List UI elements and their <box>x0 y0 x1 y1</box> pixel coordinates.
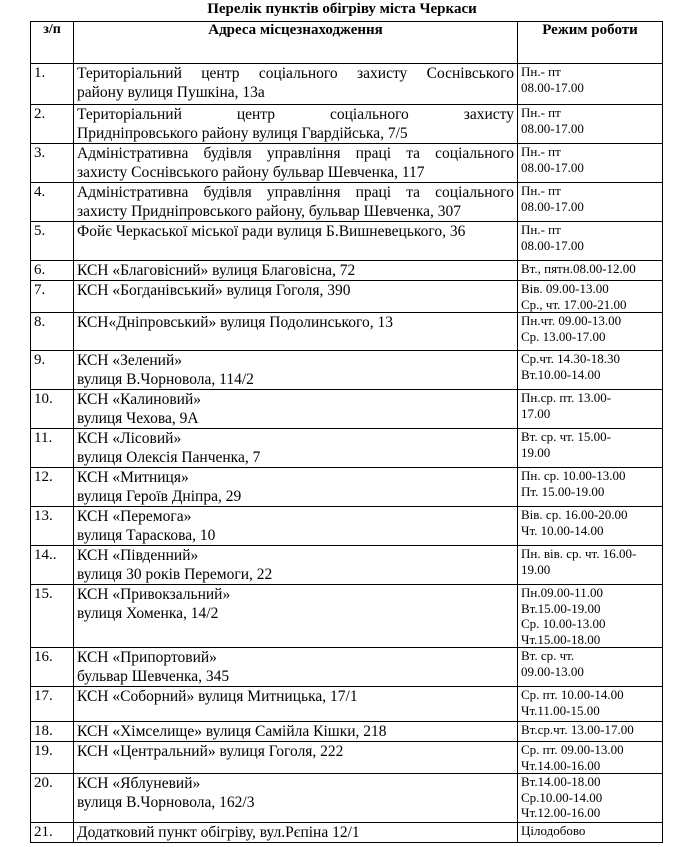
address-line: бульвар Шевченка, 345 <box>77 668 230 685</box>
schedule-cell <box>518 687 663 722</box>
schedule-line: Вт., пятн.08.00-12.00 <box>521 261 636 276</box>
row-number-cell: 5. <box>31 222 74 261</box>
schedule-line: Пн.- пт <box>521 183 561 198</box>
schedule-cell <box>518 546 663 585</box>
address-line: КСН «Привокзальний» <box>77 586 231 603</box>
address-line: вулиця Тараскова, 10 <box>77 527 216 544</box>
schedule-cell <box>518 183 663 222</box>
row-number-cell: 21. <box>31 823 74 843</box>
row-number-cell: 16. <box>31 648 74 687</box>
table-row <box>31 390 663 429</box>
row-number-cell: 11. <box>31 429 74 468</box>
schedule-cell <box>518 774 663 823</box>
row-number-cell: 17. <box>31 687 74 722</box>
address-cell <box>74 64 518 105</box>
schedule-cell <box>518 313 663 351</box>
table-row <box>31 64 663 105</box>
table-row <box>31 546 663 585</box>
address-cell <box>74 351 518 390</box>
row-number-cell: 2. <box>31 105 74 144</box>
address-cell <box>74 390 518 429</box>
address-line: КСН «Митниця» <box>77 469 189 486</box>
schedule-line: Вів. ср. 16.00-20.00 <box>521 507 628 522</box>
schedule-line: Чт.15.00-18.00 <box>521 631 601 647</box>
schedule-line: Пн.- пт <box>521 222 561 237</box>
schedule-line: Ср.чт. 14.30-18.30 <box>521 351 620 366</box>
row-number-cell: 18. <box>31 722 74 742</box>
schedule-line: Чт.12.00-16.00 <box>521 805 601 820</box>
schedule-cell <box>518 648 663 687</box>
address-line: вулиця Чехова, 9А <box>77 410 199 427</box>
column-header-address: Адреса місцезнаходження <box>74 22 518 64</box>
row-number-cell: 20. <box>31 774 74 823</box>
schedule-line: Ср. 13.00-17.00 <box>521 328 606 344</box>
schedule-line: Ср., чт. 17.00-21.00 <box>521 296 627 312</box>
row-number-cell: 19. <box>31 742 74 774</box>
address-cell <box>74 281 518 313</box>
schedule-line: Чт.14.00-16.00 <box>521 757 601 773</box>
heating-points-table <box>30 21 663 843</box>
schedule-cell <box>518 64 663 105</box>
address-cell <box>74 222 518 261</box>
schedule-line: Цілодобово <box>521 823 586 838</box>
schedule-line: Вт.ср.чт. 13.00-17.00 <box>521 722 634 737</box>
address-cell <box>74 144 518 183</box>
table-row <box>31 261 663 281</box>
row-number-cell: 3. <box>31 144 74 183</box>
schedule-line: Вт.15.00-19.00 <box>521 600 601 616</box>
address-line: КСН «Хімселище» вулиця Самійла Кішки, 218 <box>77 723 387 740</box>
address-line: КСН «Перемога» <box>77 508 192 525</box>
schedule-line: Пн. вів. ср. чт. 16.00- <box>521 546 637 561</box>
table-row <box>31 468 663 507</box>
row-number-cell: 15. <box>31 585 74 648</box>
schedule-line: 09.00-13.00 <box>521 663 584 679</box>
address-line: вулиця Олексія Панченка, 7 <box>77 449 261 466</box>
schedule-cell <box>518 823 663 843</box>
address-line: Територіальний центр соціального захисту Соснівського <box>77 65 514 82</box>
address-line: Придніпровського району вулиця Гвардійська, 7/5 <box>77 125 408 142</box>
schedule-line: 19.00 <box>521 444 551 460</box>
schedule-line: Ср. 10.00-13.00 <box>521 616 606 631</box>
address-line: Територіальний центр соціального захисту <box>77 106 514 123</box>
address-line: захисту Соснівського району бульвар Шевченка, 117 <box>77 164 425 181</box>
schedule-cell <box>518 222 663 261</box>
schedule-line: 17.00 <box>521 405 551 421</box>
address-line: району вулиця Пушкіна, 13а <box>77 84 265 101</box>
address-cell <box>74 687 518 722</box>
address-cell <box>74 468 518 507</box>
schedule-cell <box>518 585 663 648</box>
address-line: вулиця В.Чорновола, 114/2 <box>77 371 254 388</box>
table-row <box>31 507 663 546</box>
row-number-cell: 12. <box>31 468 74 507</box>
table-row <box>31 742 663 774</box>
schedule-line: Ср.10.00-14.00 <box>521 789 603 805</box>
address-line: КСН «Калиновий» <box>77 391 201 408</box>
table-row <box>31 351 663 390</box>
address-line: Адміністративна будівля управління праці та соціального <box>77 184 514 201</box>
schedule-line: Пн.ср. пт. 13.00- <box>521 390 612 405</box>
schedule-line: Вт.14.00-18.00 <box>521 774 601 789</box>
table-row <box>31 429 663 468</box>
address-line: Додатковий пункт обігріву, вул.Рєпіна 12/1 <box>77 824 360 841</box>
address-cell <box>74 183 518 222</box>
schedule-line: Ср. пт. 10.00-14.00 <box>521 687 624 702</box>
schedule-line: Пт. 15.00-19.00 <box>521 483 605 499</box>
table-row <box>31 222 663 261</box>
row-number-cell: 7. <box>31 281 74 313</box>
schedule-cell <box>518 261 663 281</box>
table-row <box>31 585 663 648</box>
address-cell <box>74 507 518 546</box>
address-cell <box>74 722 518 742</box>
schedule-line: Вт. ср. чт. <box>521 648 575 663</box>
row-number-cell: 9. <box>31 351 74 390</box>
address-line: КСН«Дніпровський» вулиця Подолинського, 13 <box>77 314 393 331</box>
row-number-cell: 6. <box>31 261 74 281</box>
schedule-cell <box>518 351 663 390</box>
address-line: вулиця В.Чорновола, 162/3 <box>77 794 255 811</box>
address-line: Фойє Черкаської міської ради вулиця Б.Вишневецького, 36 <box>77 223 466 240</box>
schedule-line: Вт.10.00-14.00 <box>521 366 601 382</box>
schedule-cell <box>518 722 663 742</box>
schedule-line: 08.00-17.00 <box>521 120 584 136</box>
address-cell <box>74 546 518 585</box>
schedule-cell <box>518 105 663 144</box>
address-line: КСН «Благовісний» вулиця Благовісна, 72 <box>77 262 356 279</box>
address-cell <box>74 585 518 648</box>
row-number-cell: 14.. <box>31 546 74 585</box>
address-line: КСН «Яблуневий» <box>77 775 201 792</box>
table-row <box>31 823 663 843</box>
row-number-cell: 8. <box>31 313 74 351</box>
schedule-line: Пн.- пт <box>521 105 561 120</box>
row-number-cell: 1. <box>31 64 74 105</box>
table-body <box>31 64 663 843</box>
table-row <box>31 722 663 742</box>
schedule-cell <box>518 507 663 546</box>
address-line: вулиця Героїв Дніпра, 29 <box>77 488 242 505</box>
address-cell <box>74 313 518 351</box>
address-line: КСН «Лісовий» <box>77 430 182 447</box>
table-row <box>31 105 663 144</box>
address-cell <box>74 648 518 687</box>
address-line: КСН «Припортовий» <box>77 649 217 666</box>
schedule-line: 08.00-17.00 <box>521 79 584 95</box>
address-line: КСН «Богданівський» вулиця Гоголя, 390 <box>77 282 351 299</box>
table-header-row <box>31 22 663 64</box>
column-header-schedule: Режим роботи <box>518 22 663 64</box>
schedule-line: 08.00-17.00 <box>521 198 584 214</box>
schedule-cell <box>518 390 663 429</box>
address-line: КСН «Зелений» <box>77 352 183 369</box>
table-row <box>31 144 663 183</box>
address-line: вулиця 30 років Перемоги, 22 <box>77 566 273 583</box>
table-row <box>31 183 663 222</box>
row-number-cell: 4. <box>31 183 74 222</box>
table-row <box>31 774 663 823</box>
schedule-line: Чт. 10.00-14.00 <box>521 522 604 538</box>
address-line: захисту Придніпровського району, бульвар Шевченка, 307 <box>77 203 462 220</box>
row-number-cell: 10. <box>31 390 74 429</box>
address-cell <box>74 429 518 468</box>
address-line: Адміністративна будівля управління праці та соціального <box>77 145 514 162</box>
schedule-line: Вт. ср. чт. 15.00- <box>521 429 611 444</box>
schedule-line: Пн. ср. 10.00-13.00 <box>521 468 626 483</box>
address-cell <box>74 774 518 823</box>
schedule-line: Пн.- пт <box>521 64 561 79</box>
schedule-line: Пн.09.00-11.00 <box>521 585 603 600</box>
address-cell <box>74 742 518 774</box>
address-line: КСН «Центральний» вулиця Гоголя, 222 <box>77 743 344 760</box>
schedule-line: Ср. пт. 09.00-13.00 <box>521 742 624 757</box>
schedule-cell <box>518 144 663 183</box>
schedule-line: Пн.- пт <box>521 144 561 159</box>
row-number-cell: 13. <box>31 507 74 546</box>
schedule-line: 08.00-17.00 <box>521 237 584 253</box>
schedule-line: Вів. 09.00-13.00 <box>521 281 609 296</box>
table-row <box>31 281 663 313</box>
schedule-line: Пн.чт. 09.00-13.00 <box>521 313 622 328</box>
schedule-cell <box>518 468 663 507</box>
address-line: КСН «Соборний» вулиця Митницька, 17/1 <box>77 688 358 705</box>
table-row <box>31 313 663 351</box>
document-title: Перелік пунктів обігріву міста Черкаси <box>207 1 477 17</box>
schedule-line: 19.00 <box>521 561 551 577</box>
schedule-cell <box>518 281 663 313</box>
schedule-cell <box>518 429 663 468</box>
address-cell <box>74 105 518 144</box>
schedule-cell <box>518 742 663 774</box>
table-row <box>31 687 663 722</box>
address-cell <box>74 261 518 281</box>
schedule-line: 08.00-17.00 <box>521 159 584 175</box>
address-cell <box>74 823 518 843</box>
column-header-number: з/п <box>31 22 74 64</box>
address-line: КСН «Південний» <box>77 547 199 564</box>
schedule-line: Чт.11.00-15.00 <box>521 702 600 718</box>
table-row <box>31 648 663 687</box>
address-line: вулиця Хоменка, 14/2 <box>77 605 219 622</box>
